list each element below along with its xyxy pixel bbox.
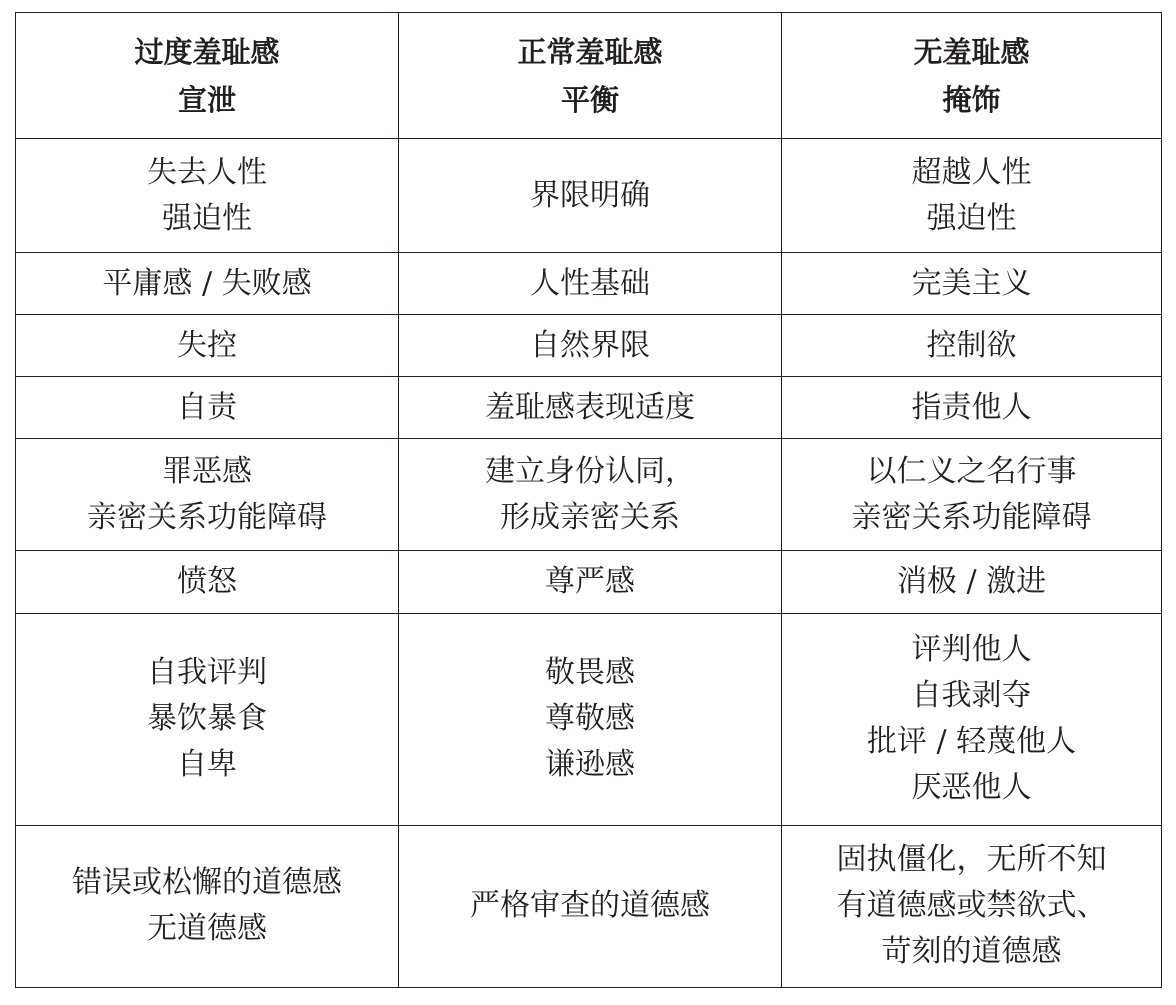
cell-line: 愤怒 [177,563,237,599]
table-row [16,377,1162,439]
table-cell [782,613,1162,825]
table-cell [782,439,1162,551]
table-cell [16,139,399,253]
header-title: 正常羞耻感 [517,34,663,69]
cell-line: 超越人性 [911,154,1032,190]
table-cell [782,825,1162,987]
cell-line: 有道德感或禁欲式、 [836,888,1107,924]
header-subtitle: 平衡 [560,82,619,117]
table-row [16,613,1162,825]
table-row [16,139,1162,253]
cell-line: 完美主义 [911,265,1032,301]
cell-line: 失去人性 [147,154,267,190]
table-cell [399,139,782,253]
cell-line: 评判他人 [911,632,1032,668]
table-cell [782,253,1162,315]
cell-line: 谦逊感 [545,747,635,783]
table-cell [16,439,399,551]
header-cell-normal [399,13,782,139]
cell-line: 强迫性 [926,200,1017,236]
cell-line: 自然界限 [530,327,650,363]
table-cell [399,253,782,315]
table-cell [399,315,782,377]
cell-line: 形成亲密关系 [500,499,680,535]
cell-line: 罪恶感 [162,453,252,489]
table-cell [399,439,782,551]
table-cell [16,377,399,439]
cell-line: 尊敬感 [545,701,635,737]
header-title: 无羞耻感 [913,34,1030,69]
table-cell [399,613,782,825]
table-cell [399,377,782,439]
cell-line: 以仁义之名行事 [866,453,1077,489]
table-cell [16,253,399,315]
header-cell-excessive [16,13,399,139]
cell-line: 错误或松懈的道德感 [72,865,342,901]
table-cell [782,139,1162,253]
cell-line: 失控 [177,327,237,363]
table-row [16,315,1162,377]
cell-line: 无道德感 [147,911,267,947]
table-row [16,551,1162,613]
cell-line: 固执僵化，无所不知 [836,842,1107,878]
table-cell [16,551,399,613]
table-row [16,825,1162,987]
header-title: 过度羞耻感 [134,34,280,69]
table-header-row [16,13,1162,139]
table-cell [16,613,399,825]
header-subtitle: 掩饰 [942,82,1001,117]
cell-line: 消极 / 激进 [896,563,1047,599]
cell-line: 自责 [177,389,237,425]
table-cell [399,551,782,613]
cell-line: 平庸感 / 失败感 [102,265,312,301]
cell-line: 敬畏感 [545,655,635,691]
cell-line: 强迫性 [162,200,252,236]
table-row [16,253,1162,315]
cell-line: 控制欲 [926,327,1017,363]
cell-line: 厌恶他人 [911,770,1032,806]
cell-line: 苛刻的道德感 [881,934,1062,970]
table-cell [16,825,399,987]
cell-line: 亲密关系功能障碍 [87,499,327,535]
cell-line: 自卑 [177,747,237,783]
table-cell [16,315,399,377]
table-row [16,439,1162,551]
header-cell-none [782,13,1162,139]
cell-line: 暴饮暴食 [147,701,267,737]
table-cell [782,315,1162,377]
cell-line: 指责他人 [911,389,1032,425]
header-subtitle: 宣泄 [177,82,236,117]
cell-line: 亲密关系功能障碍 [851,499,1092,535]
cell-line: 建立身份认同， [485,453,695,489]
table-cell [782,551,1162,613]
shame-comparison-table [15,12,1162,988]
table-cell [782,377,1162,439]
cell-line: 界限明确 [530,177,650,213]
cell-line: 严格审查的道德感 [470,888,710,924]
cell-line: 羞耻感表现适度 [485,389,695,425]
cell-line: 批评 / 轻蔑他人 [866,724,1077,760]
table-cell [399,825,782,987]
cell-line: 尊严感 [545,563,635,599]
cell-line: 自我剥夺 [911,678,1032,714]
cell-line: 自我评判 [147,655,267,691]
cell-line: 人性基础 [530,265,650,301]
